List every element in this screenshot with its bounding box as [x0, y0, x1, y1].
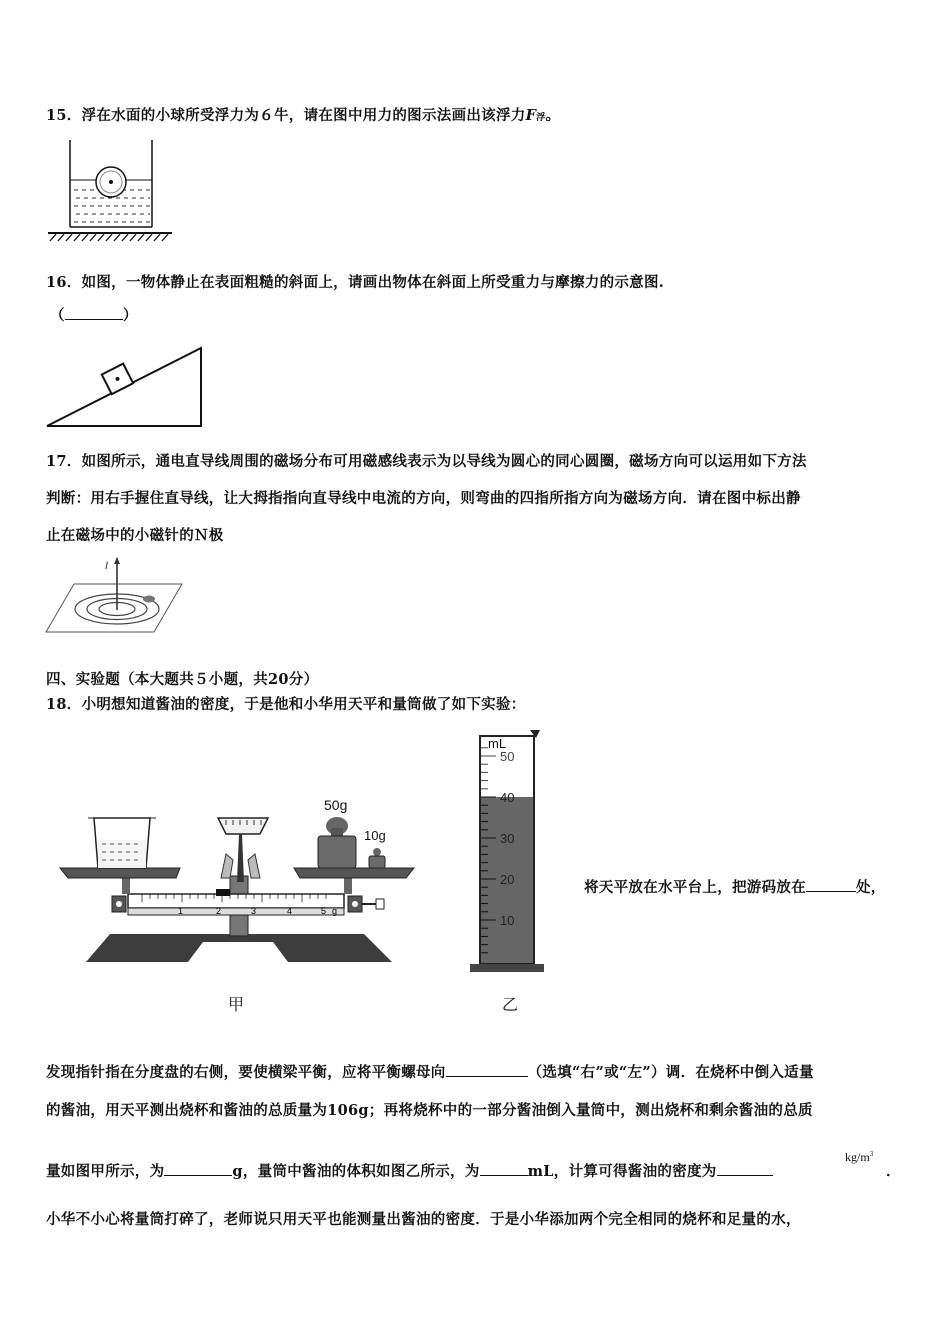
rider-unit: g [332, 906, 338, 916]
density-unit: $kg/m^3$ [845, 1150, 874, 1164]
compass-needle [143, 596, 155, 603]
q17-line3: 止在磁场中的小磁针的Ｎ极 [46, 527, 224, 544]
q16-incline-figure [44, 344, 206, 430]
force-subscript: 浮 [536, 113, 546, 123]
force-symbol: F [525, 107, 537, 124]
current-label: I [105, 560, 109, 572]
q18-line3-end: ． [886, 1163, 901, 1180]
cylinder-figure [466, 726, 546, 976]
q17-line2: 判断：用右手握住直导线，让大拇指指向直导线中电流的方向，则弯曲的四指所指方向为磁场方向．请在图中标出静 [46, 490, 801, 507]
cylinder-tick-50: 50 [500, 749, 515, 764]
cylinder-tick-40: 40 [500, 790, 515, 805]
weight-50g-label: 50g [324, 797, 348, 813]
rider-tick-1: 1 [178, 906, 184, 916]
q15-figure [46, 135, 176, 245]
blank-volume[interactable] [480, 1161, 528, 1176]
q15-text: 15．浮在水面的小球所受浮力为６牛，请在图中用力的图示法画出该浮力F浮。 [46, 107, 561, 124]
blank-rider-position[interactable] [806, 877, 856, 892]
blank-density[interactable] [717, 1161, 773, 1176]
rider-tick-5: 5 [321, 906, 327, 916]
label-yi: 乙 [502, 997, 519, 1014]
balance-figure [58, 790, 418, 970]
label-jia: 甲 [228, 997, 245, 1014]
q18-line1: 发现指针指在分度盘的右侧，要使横梁平衡，应将平衡螺母向 （选填“右”或“左”）调．在烧杯中倒入适量 [46, 1064, 814, 1081]
q17-magnetic-field-figure [42, 552, 187, 638]
q16-text: 16．如图，一物体静止在表面粗糙的斜面上，请画出物体在斜面上所受重力与摩擦力的示意图. [46, 274, 665, 291]
weight-10g-label: 10g [364, 828, 386, 843]
cylinder-tick-10: 10 [500, 913, 515, 928]
rider-tick-4: 4 [287, 906, 293, 916]
blank-nut-direction[interactable] [446, 1062, 528, 1077]
blank-mass[interactable] [164, 1161, 232, 1176]
rider-tick-3: 3 [251, 906, 257, 916]
cylinder-tick-20: 20 [500, 872, 515, 887]
rider [216, 889, 230, 896]
q18-side-text: 将天平放在水平台上，把游码放在 处， [584, 879, 886, 896]
q17-line1: 17．如图所示，通电直导线周围的磁场分布可用磁感线表示为以导线为圆心的同心圆圈，磁场方向可以运用如下方法 [46, 453, 807, 470]
cylinder-tick-30: 30 [500, 831, 515, 846]
section4-title: 四、实验题（本大题共５小题，共20分） [46, 671, 319, 688]
cylinder-unit: mL [488, 736, 507, 751]
rider-tick-2: 2 [216, 906, 222, 916]
q16-answer-blank[interactable]: （ ） [50, 307, 138, 324]
q18-line4: 小华不小心将量筒打碎了，老师说只用天平也能测量出酱油的密度．于是小华添加两个完全相同的烧杯和足量的水， [46, 1211, 801, 1228]
q18-line2: 的酱油，用天平测出烧杯和酱油的总质量为106g；再将烧杯中的一部分酱油倒入量筒中，测出烧杯和剩余酱油的总质 [46, 1102, 813, 1119]
q18-line3: 量如图甲所示，为 g，量筒中酱油的体积如图乙所示，为 mL，计算可得酱油的密度为 [46, 1160, 773, 1181]
q18-intro: 18．小明想知道酱油的密度，于是他和小华用天平和量筒做了如下实验： [46, 696, 526, 713]
